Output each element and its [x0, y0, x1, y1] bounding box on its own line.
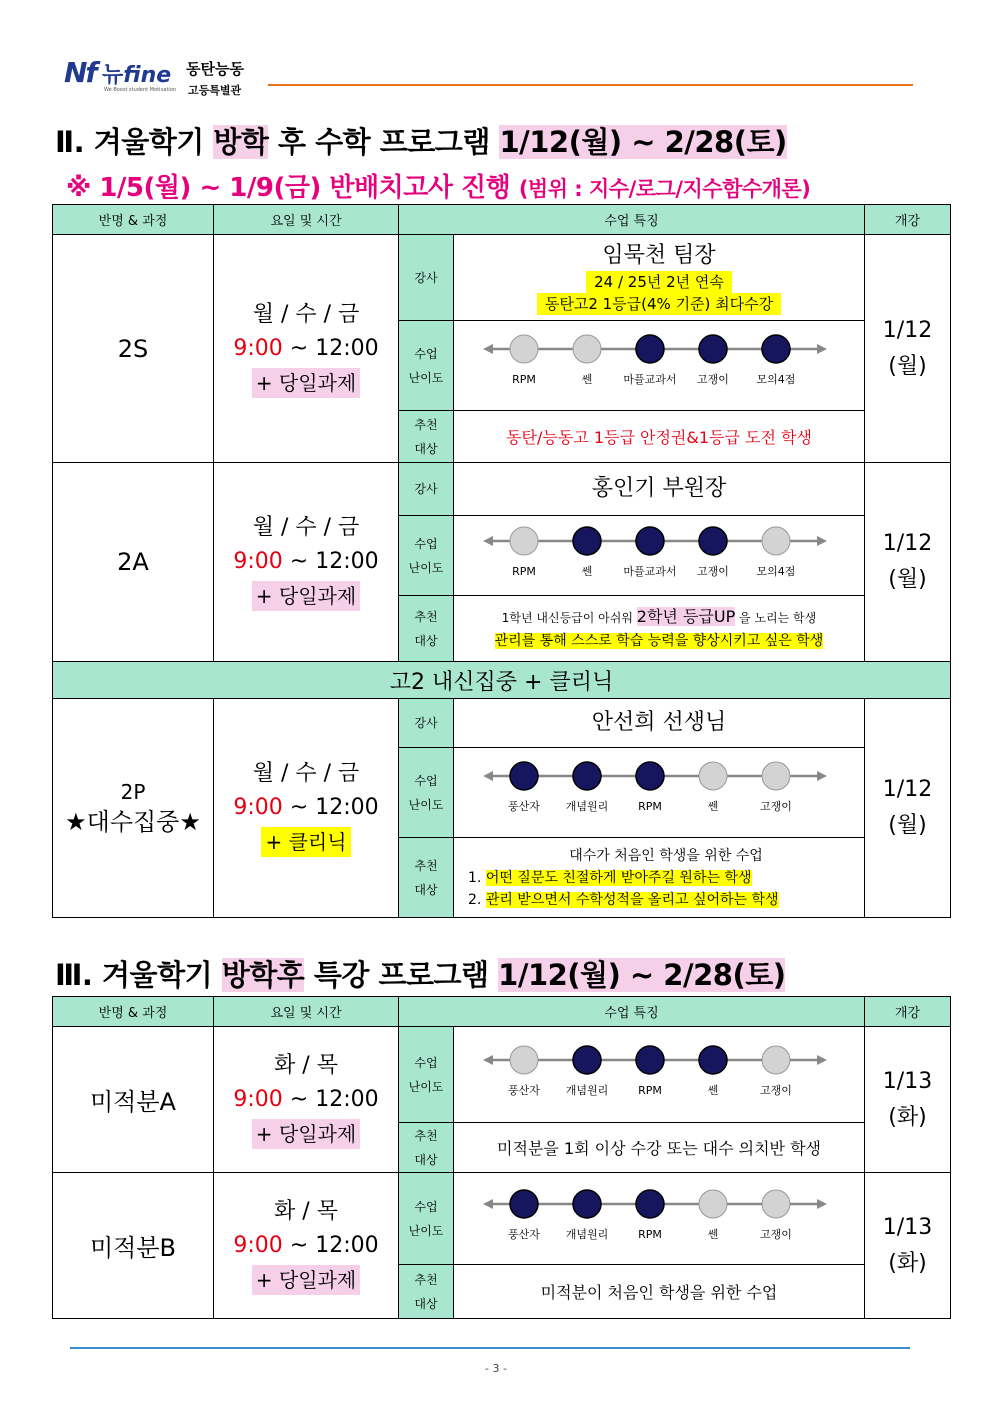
level-dot-empty	[573, 335, 601, 363]
difficulty-track	[454, 1173, 865, 1265]
level-dot-empty	[510, 527, 538, 555]
open-date: 1/12 (월)	[865, 699, 951, 918]
branch-subname: 고등특별관	[188, 84, 242, 97]
level-dot-filled	[699, 527, 727, 555]
level-dot-filled	[573, 1046, 601, 1074]
track-arrow-left	[483, 1055, 493, 1065]
track-arrow-right	[817, 536, 827, 546]
level-label: 고쟁이	[697, 372, 729, 386]
level-label: RPM	[638, 799, 662, 813]
class-schedule: 월 / 수 / 금 9:00 ~ 12:00 + 당일과제	[214, 463, 399, 662]
level-dot-filled	[636, 335, 664, 363]
track-arrow-left	[483, 344, 493, 354]
regular-program-table	[52, 204, 951, 918]
level-dot-empty	[510, 335, 538, 363]
level-label: RPM	[512, 372, 536, 386]
teacher-label: 강사	[399, 235, 454, 321]
teacher-note: 동탄고2 1등급(4% 기준) 최다수강	[537, 293, 781, 315]
col-course: 반명 & 과정	[53, 205, 214, 235]
level-dot-filled	[636, 527, 664, 555]
level-label: 고쟁이	[760, 799, 792, 813]
difficulty-track	[454, 1027, 865, 1123]
teacher-label: 강사	[399, 699, 454, 748]
difficulty-track	[454, 321, 865, 411]
class-name: 2P ★대수집중★	[53, 699, 214, 918]
target-label: 추천 대상	[399, 1123, 454, 1173]
level-dot-empty	[762, 1046, 790, 1074]
level-label: RPM	[512, 564, 536, 578]
level-dot-filled	[573, 762, 601, 790]
level-label: 쎈	[581, 372, 593, 386]
section2-title: Ⅱ. 겨울학기 방학 후 수학 프로그램 1/12(월) ~ 2/28(토)	[55, 125, 787, 159]
header-rule	[268, 84, 913, 86]
col-open: 개강	[865, 205, 951, 235]
logo-wordmark: 뉴fine	[102, 63, 172, 88]
level-dot-empty	[762, 762, 790, 790]
task-badge: + 당일과제	[252, 1119, 360, 1149]
level-dot-filled	[636, 762, 664, 790]
level-label: 고쟁이	[697, 564, 729, 578]
class-schedule: 화 / 목 9:00 ~ 12:00 + 당일과제	[214, 1173, 399, 1319]
difficulty-track-svg	[479, 331, 839, 401]
level-label: 모의4점	[756, 564, 796, 578]
level-label: 고쟁이	[760, 1227, 792, 1241]
level-dot-filled	[510, 1190, 538, 1218]
logo-mark: Nf	[64, 56, 96, 89]
task-badge: + 당일과제	[252, 368, 360, 398]
difficulty-track-svg	[479, 758, 839, 828]
track-arrow-left	[483, 536, 493, 546]
page-number: - 3 -	[485, 1362, 507, 1375]
level-label: RPM	[638, 1227, 662, 1241]
level-dot-empty	[762, 1190, 790, 1218]
level-dot-filled	[510, 762, 538, 790]
level-dot-filled	[699, 1046, 727, 1074]
col-schedule: 요일 및 시간	[214, 997, 399, 1027]
target-label: 추천 대상	[399, 1265, 454, 1319]
track-arrow-left	[483, 771, 493, 781]
open-date: 1/13 (화)	[865, 1173, 951, 1319]
teacher-label: 강사	[399, 463, 454, 516]
track-arrow-left	[483, 1199, 493, 1209]
track-arrow-right	[817, 1199, 827, 1209]
difficulty-label: 수업 난이도	[399, 1173, 454, 1265]
level-label: 개념원리	[565, 799, 609, 813]
level-label: RPM	[638, 1083, 662, 1097]
section3-title: Ⅲ. 겨울학기 방학후 특강 프로그램 1/12(월) ~ 2/28(토)	[55, 958, 786, 992]
target-text: 미적분을 1회 이상 수강 또는 대수 의치반 학생	[454, 1123, 865, 1173]
level-dot-filled	[573, 527, 601, 555]
difficulty-track-svg	[479, 523, 839, 589]
level-dot-empty	[510, 1046, 538, 1074]
teacher-name: 안선희 선생님	[454, 699, 865, 748]
footer-rule	[70, 1347, 910, 1349]
level-dot-empty	[699, 1190, 727, 1218]
level-dot-filled	[636, 1190, 664, 1218]
level-label: 마플교과서	[623, 564, 677, 578]
class-name: 2A	[53, 463, 214, 662]
target-text: 1학년 내신등급이 아쉬워 2학년 등급UP 을 노리는 학생 관리를 통해 스스로 학습 능력을 향상시키고 싶은 학생	[454, 596, 865, 662]
level-dot-filled	[762, 335, 790, 363]
focus-banner: 고2 내신집중 + 클리닉	[53, 662, 951, 699]
task-badge: + 클리닉	[261, 827, 350, 857]
level-dot-filled	[699, 335, 727, 363]
col-features: 수업 특징	[399, 205, 865, 235]
track-arrow-right	[817, 771, 827, 781]
difficulty-track	[454, 748, 865, 838]
open-date: 1/12 (월)	[865, 235, 951, 463]
level-label: 쎈	[707, 799, 719, 813]
teacher-note: 24 / 25년 2년 연속	[586, 271, 732, 293]
teacher-cell	[454, 235, 865, 321]
track-arrow-right	[817, 1055, 827, 1065]
placement-test-note: ※ 1/5(월) ~ 1/9(금) 반배치고사 진행 (범위 : 지수/로그/지수함수개론)	[66, 173, 811, 203]
level-label: 풍산자	[508, 1227, 540, 1241]
class-schedule: 화 / 목 9:00 ~ 12:00 + 당일과제	[214, 1027, 399, 1173]
class-schedule: 월 / 수 / 금 9:00 ~ 12:00 + 당일과제	[214, 235, 399, 463]
logo-tagline: We Boost student Motivation	[104, 87, 177, 93]
task-badge: + 당일과제	[252, 1265, 360, 1295]
difficulty-track	[454, 516, 865, 596]
target-label: 추천 대상	[399, 411, 454, 463]
class-name: 미적분A	[53, 1027, 214, 1173]
teacher-name: 임묵천 팀장	[602, 242, 716, 268]
target-text: 동탄/능동고 1등급 안정권&1등급 도전 학생	[454, 411, 865, 463]
col-course: 반명 & 과정	[53, 997, 214, 1027]
col-open: 개강	[865, 997, 951, 1027]
level-dot-filled	[573, 1190, 601, 1218]
class-name: 미적분B	[53, 1173, 214, 1319]
task-badge: + 당일과제	[252, 581, 360, 611]
class-name: 2S	[53, 235, 214, 463]
level-label: 개념원리	[565, 1083, 609, 1097]
open-date: 1/13 (화)	[865, 1027, 951, 1173]
level-label: 쎈	[707, 1227, 719, 1241]
target-label: 추천 대상	[399, 838, 454, 918]
target-text: 대수가 처음인 학생을 위한 수업 1. 어떤 질문도 친절하게 받아주길 원하는 학생 2. 관리 받으면서 수학성적을 올리고 싶어하는 학생	[454, 838, 865, 918]
teacher-name: 홍인기 부원장	[454, 463, 865, 516]
difficulty-label: 수업 난이도	[399, 321, 454, 411]
level-label: 쎈	[707, 1083, 719, 1097]
level-dot-filled	[636, 1046, 664, 1074]
class-schedule: 월 / 수 / 금 9:00 ~ 12:00 + 클리닉	[214, 699, 399, 918]
page-header	[62, 52, 912, 102]
level-dot-empty	[699, 762, 727, 790]
level-label: 쎈	[581, 564, 593, 578]
col-schedule: 요일 및 시간	[214, 205, 399, 235]
track-arrow-right	[817, 344, 827, 354]
target-label: 추천 대상	[399, 596, 454, 662]
difficulty-label: 수업 난이도	[399, 748, 454, 838]
level-label: 마플교과서	[623, 372, 677, 386]
difficulty-label: 수업 난이도	[399, 1027, 454, 1123]
difficulty-label: 수업 난이도	[399, 516, 454, 596]
difficulty-track-svg	[479, 1186, 839, 1252]
level-label: 풍산자	[508, 1083, 540, 1097]
level-label: 모의4점	[756, 372, 796, 386]
level-label: 고쟁이	[760, 1083, 792, 1097]
col-features: 수업 특징	[399, 997, 865, 1027]
target-text: 미적분이 처음인 학생을 위한 수업	[454, 1265, 865, 1319]
open-date: 1/12 (월)	[865, 463, 951, 662]
branch-name: 동탄능동	[186, 60, 244, 78]
level-label: 개념원리	[565, 1227, 609, 1241]
level-dot-empty	[762, 527, 790, 555]
level-label: 풍산자	[508, 799, 540, 813]
special-program-table	[52, 996, 951, 1319]
difficulty-track-svg	[479, 1042, 839, 1108]
